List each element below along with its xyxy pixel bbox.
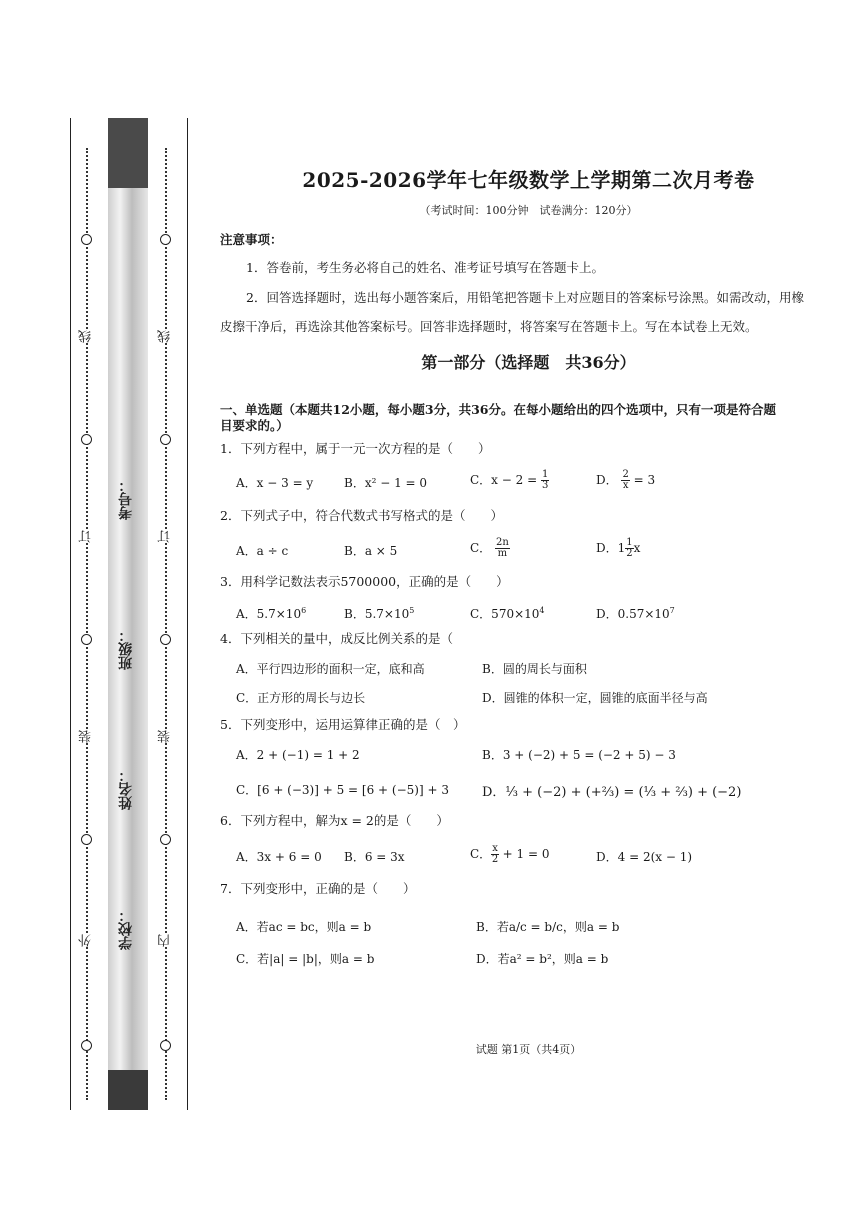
section-title: 第一部分（选择题 共36分） [421, 353, 636, 372]
option-a: A．平行四边形的面积一定，底和高 [236, 662, 425, 676]
option-b: B．若a/c = b/c，则a = b [476, 920, 620, 934]
option-text: D．1 [596, 541, 626, 555]
option-b: B．x² − 1 = 0 [344, 476, 428, 490]
inner-label: 订 [158, 530, 173, 543]
numerator: 1 [626, 537, 633, 548]
part-label: 一、单选题 [220, 402, 283, 417]
binding-circle [81, 434, 92, 445]
page-footer: 试题 第1页（共4页） [475, 1043, 582, 1056]
option-c: C．[6 + (−3)] + 5 = [6 + (−5)] + 3 [236, 783, 449, 797]
note-item: 皮擦干净后，再选涂其他答案标号。回答非选择题时，将答案写在答题卡上。写在本试卷上无效。 [220, 319, 758, 334]
option-c [470, 605, 545, 622]
option-c: C．正方形的周长与边长 [236, 691, 366, 705]
part-description: 目要求的。） [220, 418, 289, 433]
option-text: D． [596, 473, 618, 487]
option-d: D．若a² = b²，则a = b [476, 952, 609, 966]
part-description: （本题共12小题，每小题3分，共36分。在每小题给出的四个选项中，只有一项是符合题 [282, 402, 777, 417]
option-a: A．3x + 6 = 0 [236, 850, 322, 864]
fraction [491, 844, 499, 865]
exponent: 7 [669, 606, 675, 615]
outer-label: 订 [79, 530, 94, 543]
option-b: B．3 + (−2) + 5 = (−2 + 5) − 3 [482, 748, 676, 762]
note-item: 1．答卷前，考生务必将自己的姓名、准考证号填写在答题卡上。 [246, 260, 604, 275]
numerator: 2 [622, 469, 629, 480]
option-text: = 3 [633, 473, 656, 487]
outer-label: 装 [79, 730, 94, 743]
option-d [596, 470, 655, 491]
question-stem: 1．下列方程中，属于一元一次方程的是（ ） [220, 441, 491, 456]
part-heading [220, 402, 830, 418]
option-text: + 1 = 0 [502, 847, 550, 861]
option-b: B．a × 5 [344, 544, 398, 558]
option-d: D．圆锥的体积一定，圆锥的底面半径与高 [482, 691, 708, 705]
option-c [470, 538, 510, 559]
option-a: A．2 + (−1) = 1 + 2 [236, 748, 360, 762]
inner-label: 线 [158, 330, 173, 343]
denominator: m [497, 548, 508, 559]
question-stem: 7．下列变形中，正确的是（ ） [220, 881, 416, 896]
exponent: 5 [409, 606, 415, 615]
option-c [470, 844, 549, 865]
binding-circle [81, 834, 92, 845]
student-info-strip [108, 118, 148, 1110]
school-field: 学校： [118, 908, 134, 950]
denominator: 3 [541, 480, 549, 491]
option-c: C．若|a| = |b|，则a = b [236, 952, 375, 966]
denominator: 2 [626, 548, 633, 559]
option-text: B．5.7×10 [344, 607, 410, 621]
option-a: A．a ÷ c [236, 544, 289, 558]
name-field: 姓名： [118, 768, 134, 810]
denominator: 2 [491, 854, 499, 865]
numerator: 2n [496, 537, 509, 548]
exam-subtitle: （考试时间：100分钟 试卷满分：120分） [419, 204, 638, 217]
inner-label: 内 [158, 934, 173, 947]
option-text: C．x − 2 = [470, 473, 538, 487]
option-d [596, 538, 640, 559]
exam-title: 2025-2026学年七年级数学上学期第二次月考卷 [302, 168, 755, 192]
option-text: D．0.57×10 [596, 607, 670, 621]
binding-circle [160, 234, 171, 245]
class-field: 班级： [118, 628, 134, 670]
question-stem: 5．下列变形中，运用运算律正确的是（ ） [220, 717, 466, 732]
binding-circle [81, 634, 92, 645]
numerator: x [492, 843, 498, 854]
fraction [625, 538, 633, 559]
option-text: C．570×10 [470, 607, 540, 621]
option-d: D．4 = 2(x − 1) [596, 850, 693, 864]
inner-dotted-line [165, 148, 167, 1100]
notes-heading: 注意事项： [220, 232, 283, 247]
fraction [541, 470, 549, 491]
strip-dark-band [108, 118, 148, 188]
option-a [236, 605, 306, 622]
note-item: 2．回答选择题时，选出每小题答案后，用铅笔把答题卡上对应题目的答案标号涂黑。如需改动，用橡 [246, 290, 804, 305]
exponent: 6 [301, 606, 307, 615]
question-stem: 3．用科学记数法表示5700000，正确的是（ ） [220, 574, 509, 589]
binding-circle [81, 1040, 92, 1051]
binding-inner-border [187, 118, 188, 1110]
option-text: x [633, 541, 641, 555]
binding-circle [160, 434, 171, 445]
option-b: B．圆的周长与面积 [482, 662, 587, 676]
exponent: 4 [539, 606, 545, 615]
question-stem: 4．下列相关的量中，成反比例关系的是（ [220, 631, 453, 646]
question-stem: 6．下列方程中，解为x = 2的是（ ） [220, 813, 449, 828]
strip-dark-band [108, 1070, 148, 1110]
denominator: x [622, 480, 629, 491]
option-b [344, 605, 414, 622]
option-text: C． [470, 541, 492, 555]
option-d: D．⅓ + (−2) + (+⅔) = (⅓ + ⅔) + (−2) [482, 785, 742, 800]
outer-dotted-line [86, 148, 88, 1100]
inner-label: 装 [158, 730, 173, 743]
question-stem: 2．下列式子中，符合代数式书写格式的是（ ） [220, 508, 503, 523]
fraction [495, 538, 510, 559]
option-a: A．若ac = bc，则a = b [236, 920, 372, 934]
binding-outer-border [70, 118, 71, 1110]
option-text: C． [470, 847, 492, 861]
exam-number-field: 考号： [118, 478, 134, 520]
outer-label: 外 [79, 934, 94, 947]
binding-circle [160, 634, 171, 645]
option-d [596, 605, 675, 622]
option-text: A．5.7×10 [236, 607, 302, 621]
option-c [470, 470, 549, 491]
binding-circle [160, 834, 171, 845]
binding-margin [70, 118, 188, 1110]
option-a: A．x − 3 = y [236, 476, 314, 490]
outer-label: 线 [79, 330, 94, 343]
fraction [621, 470, 629, 491]
numerator: 1 [541, 469, 549, 480]
binding-circle [160, 1040, 171, 1051]
binding-circle [81, 234, 92, 245]
option-b: B．6 = 3x [344, 850, 405, 864]
